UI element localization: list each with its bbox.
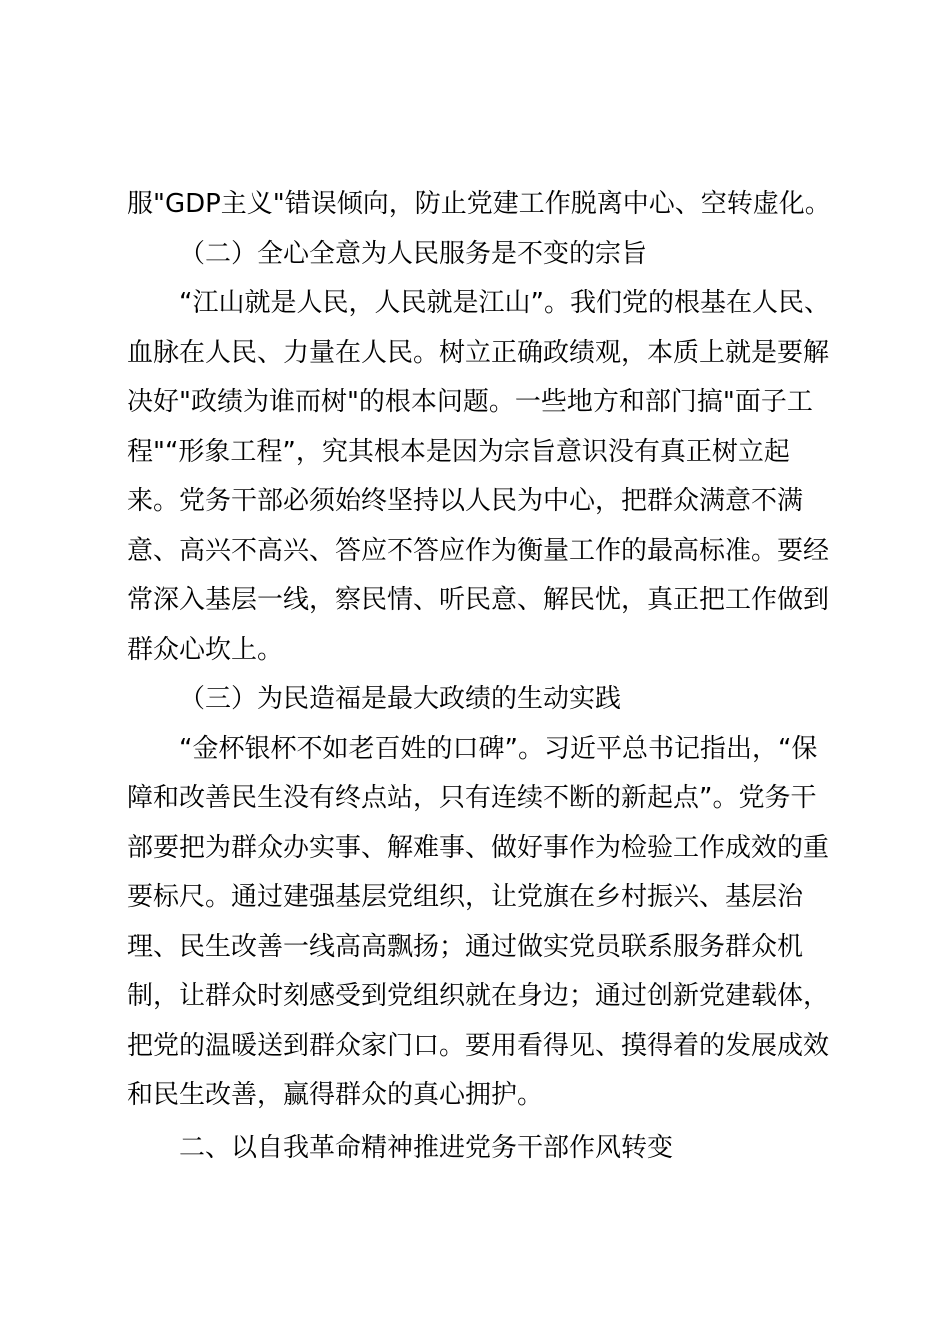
section-heading-two: 二、以自我革命精神推进党务干部作风转变 [179,1132,674,1163]
paragraph-serve-people: “江山就是人民，人民就是江山”。我们党的根基在人民、血脉在人民、力量在人民。树立正确政绩观，本质上就是要解决好"政绩为谁而树"的根本问题。一些地方和部门搞"面子工程"“形象工程”，究其根本是因为宗旨意识没有真正树立起来。党务干部必须始终坚持以人民为中心，把群众满意不满意、高兴不高兴、答应不答应作为衡量工作的最高标准。要经常深入基层一线，察民情、听民意、解民忧，真正把工作做到群众心坎上。 [127,288,830,665]
paragraph-continuation: 服"GDP主义"错误倾向，防止党建工作脱离中心、空转虚化。 [127,189,831,219]
document-body [127,180,835,1173]
paragraph-people-welfare: “金杯银杯不如老百姓的口碑”。习近平总书记指出，“保障和改善民生没有终点站，只有连续不断的新起点”。党务干部要把为群众办实事、解难事、做好事作为检验工作成效的重要标尺。通过建强基层党组织，让党旗在乡村振兴、基层治理、民生改善一线高高飘扬；通过做实党员联系服务群众机制，让群众时刻感受到党组织就在身边；通过创新党建载体，把党的温暖送到群众家门口。要用看得见、摸得着的发展成效和民生改善，赢得群众的真心拥护。 [127,733,830,1110]
subheading-three: （三）为民造福是最大政绩的生动实践 [179,684,622,714]
subheading-two: （二）全心全意为人民服务是不变的宗旨 [179,238,648,269]
